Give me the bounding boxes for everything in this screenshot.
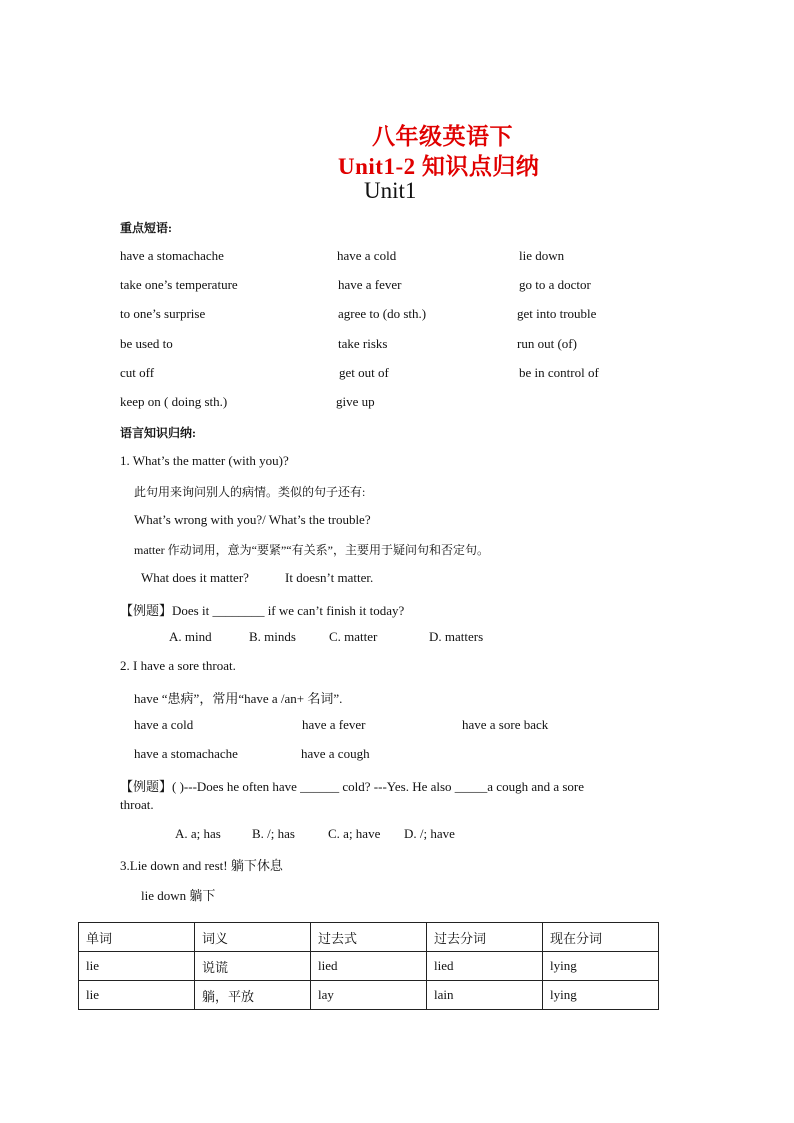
phrase-item: have a stomachache <box>120 248 224 263</box>
option-a: A. mind <box>169 629 212 644</box>
table-cell: lay <box>311 981 427 1010</box>
table-header: 现在分词 <box>543 923 659 952</box>
table-cell: 说谎 <box>195 952 311 981</box>
option-d: D. matters <box>429 629 484 644</box>
phrase-item: lie down <box>519 248 565 263</box>
point1-exercise: 【例题】Does it ________ if we can’t finish it today? <box>120 603 405 618</box>
point2-example: have a sore back <box>462 717 549 732</box>
table-cell: 躺，平放 <box>195 981 311 1010</box>
phrase-item: give up <box>336 394 375 409</box>
phrase-item: get into trouble <box>517 306 597 321</box>
point1-example-a: What does it matter? <box>141 570 249 585</box>
table-header: 过去式 <box>311 923 427 952</box>
phrase-item: have a cold <box>337 248 397 263</box>
table-header: 过去分词 <box>427 923 543 952</box>
option-c: C. matter <box>329 629 378 644</box>
option-b: B. /; has <box>252 826 295 841</box>
lie-forms-table <box>78 922 659 1010</box>
doc-title-line1: 八年级英语下 <box>372 124 513 149</box>
table-cell: lain <box>427 981 543 1010</box>
point2-example: have a stomachache <box>134 746 238 761</box>
grammar-heading: 语言知识归纳: <box>120 426 196 440</box>
phrase-item: be used to <box>120 336 173 351</box>
option-c: C. a; have <box>328 826 381 841</box>
phrases-heading: 重点短语: <box>120 221 172 235</box>
doc-title-line2: Unit1-2 知识点归纳 <box>338 154 540 179</box>
phrase-item: get out of <box>339 365 389 380</box>
point2-exercise-cont: throat. <box>120 797 154 812</box>
phrase-item: keep on ( doing sth.) <box>120 394 228 409</box>
phrase-item: take one’s temperature <box>120 277 238 292</box>
point2-example: have a cold <box>134 717 194 732</box>
point2-exercise: 【例题】( )---Does he often have ______ cold? ---Yes. He also _____a cough and a sore <box>120 779 585 794</box>
phrase-item: take risks <box>338 336 388 351</box>
point1-similar: What’s wrong with you?/ What’s the trouble? <box>134 512 371 527</box>
table-header: 词义 <box>195 923 311 952</box>
unit-heading: Unit1 <box>364 178 417 203</box>
table-header: 单词 <box>79 923 195 952</box>
point3-title: 3.Lie down and rest! 躺下休息 <box>120 858 283 873</box>
option-b: B. minds <box>249 629 296 644</box>
phrase-item: have a fever <box>338 277 402 292</box>
table-header-row <box>79 923 659 952</box>
option-a: A. a; has <box>175 826 221 841</box>
phrase-item: go to a doctor <box>519 277 591 292</box>
point1-title: 1. What’s the matter (with you)? <box>120 453 289 468</box>
phrase-item: agree to (do sth.) <box>338 306 427 321</box>
point1-example-b: It doesn’t matter. <box>285 570 374 585</box>
phrase-item: run out (of) <box>517 336 577 351</box>
point2-title: 2. I have a sore throat. <box>120 658 236 673</box>
table-cell: lie <box>79 981 195 1010</box>
point2-example: have a fever <box>302 717 366 732</box>
table-cell: lie <box>79 952 195 981</box>
phrase-item: to one’s surprise <box>120 306 206 321</box>
table-cell: lying <box>543 952 659 981</box>
table-row <box>79 981 659 1010</box>
point1-note1: 此句用来询问别人的病情。类似的句子还有: <box>134 485 366 499</box>
point2-note: have “患病”，常用“have a /an+ 名词”. <box>134 691 343 706</box>
phrase-item: be in control of <box>519 365 599 380</box>
point2-example: have a cough <box>301 746 370 761</box>
point3-sub: lie down 躺下 <box>141 888 216 903</box>
table-cell: lied <box>427 952 543 981</box>
table-cell: lied <box>311 952 427 981</box>
phrase-item: cut off <box>120 365 155 380</box>
table-row <box>79 952 659 981</box>
table-cell: lying <box>543 981 659 1010</box>
point1-note2: matter 作动词用，意为“要紧”“有关系”，主要用于疑问句和否定句。 <box>134 543 489 557</box>
option-d: D. /; have <box>404 826 455 841</box>
